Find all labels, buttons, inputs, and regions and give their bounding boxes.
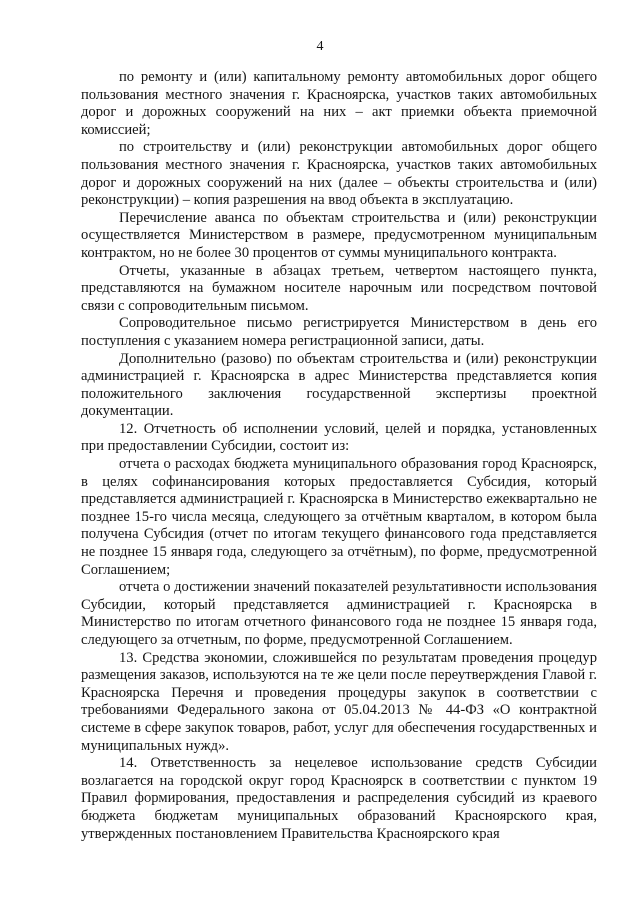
paragraph-repair-act: по ремонту и (или) капитальному ремонту автомобильных дорог общего пользования местного значения г. Красноярска, участков таких автомобильных дорог и дорожных сооружений на них – акт приемки объекта приемочной комиссией; [81, 69, 597, 138]
paragraph-construction-permit: по строительству и (или) реконструкции автомобильных дорог общего пользования местного значения г. Красноярска, участков таких автомобильных дорог и дорожных сооружений на них (далее – объекты строительства и (или) реконструкции) – копия разрешения на ввод объекта в эксплуатацию. [81, 139, 597, 209]
page-number: 4 [316, 39, 324, 54]
paragraph-reports-submission: Отчеты, указанные в абзацах третьем, четвертом настоящего пункта, представляются на бумажном носителе нарочным или посредством почтовой связи с сопроводительным письмом. [81, 262, 597, 314]
paragraph-section-13: 13. Средства экономии, сложившейся по результатам проведения процедур размещения заказов, используются на те же цели после переутверждения Главой г. Красноярска Перечня и проведения процедуры закупок в соответствии с требованиями Федерального закона от 05.04.2013 № 44-ФЗ «О контрактной системе в сфере закупок товаров, работ, услуг для обеспечения государственных и муниципальных нужд». [81, 649, 597, 754]
paragraph-cover-letter: Сопроводительное письмо регистрируется Министерством в день его поступления с указанием номера регистрационной записи, даты. [81, 315, 597, 349]
paragraph-section-12: 12. Отчетность об исполнении условий, целей и порядка, установленных при предоставлении Субсидии, состоит из: [81, 420, 597, 455]
document-body [81, 69, 597, 843]
paragraph-performance-report: отчета о достижении значений показателей результативности использования Субсидии, который представляется администрацией г. Красноярска в Министерство по итогам отчетного финансового года не позднее 15 января года, следующего за отчетным, по форме, предусмотренной Соглашением. [81, 579, 597, 648]
paragraph-expertise-copy: Дополнительно (разово) по объектам строительства и (или) реконструкции администрацией г. Красноярска в адрес Министерства представляется копия положительного заключения государственной экспертизы проектной документации. [81, 350, 597, 420]
paragraph-expense-report: отчета о расходах бюджета муниципального образования город Красноярск, в целях софинансирования которых предоставляется Субсидия, который представляется администрацией г. Красноярска в Министерство ежеквартально не позднее 15-го числа месяца, следующего за отчётным кварталом, в котором была получена Субсидия (отчет по итогам текущего финансового года представляется не позднее 15 января года, следующего за отчётным), по форме, предусмотренной Соглашением; [81, 456, 597, 578]
paragraph-advance-payment: Перечисление аванса по объектам строительства и (или) реконструкции осуществляется Министерством в размере, предусмотренном муниципальным контрактом, но не более 30 процентов от суммы муниципального контракта. [81, 209, 597, 261]
paragraph-section-14: 14. Ответственность за нецелевое использование средств Субсидии возлагается на городской округ город Красноярск в соответствии с пунктом 19 Правил формирования, предоставления и распределения субсидий из краевого бюджета бюджетам муниципальных образований Красноярского края, утвержденных постановлением Правительства Красноярского края [81, 755, 597, 842]
